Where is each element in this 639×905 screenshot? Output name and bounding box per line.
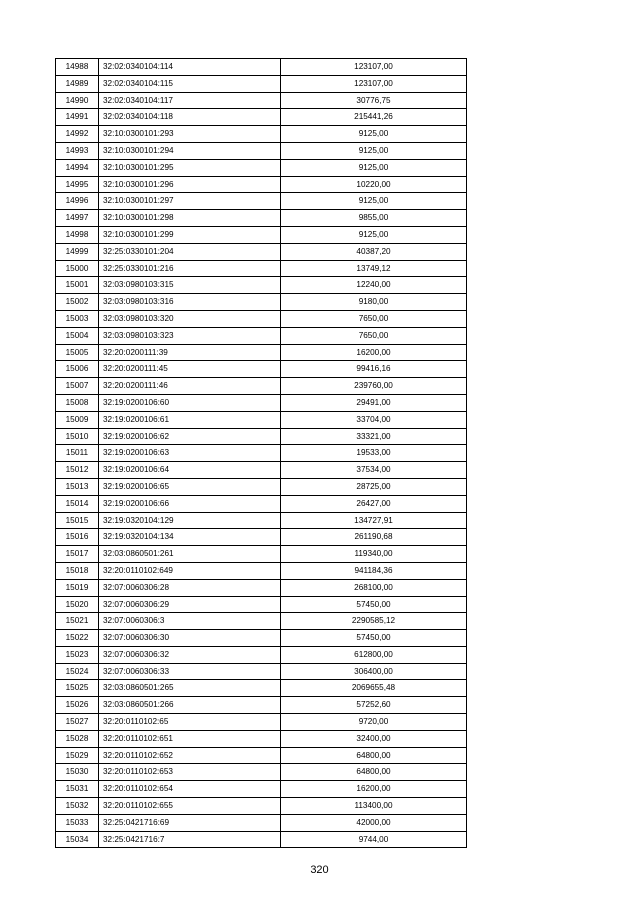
row-number-cell: 14992 (56, 126, 99, 143)
cadastral-value-cell: 29491,00 (281, 394, 467, 411)
cadastral-value-cell: 941184,36 (281, 562, 467, 579)
cadastral-value-cell: 28725,00 (281, 478, 467, 495)
row-number-cell: 15014 (56, 495, 99, 512)
cadastral-value-cell: 12240,00 (281, 277, 467, 294)
table-row (56, 831, 467, 848)
row-number-cell: 15023 (56, 646, 99, 663)
table-row (56, 730, 467, 747)
cadastral-value-cell: 99416,16 (281, 361, 467, 378)
row-number-cell: 15013 (56, 478, 99, 495)
table-row (56, 411, 467, 428)
row-number-cell: 15020 (56, 596, 99, 613)
table-row (56, 495, 467, 512)
cadastral-value-cell: 57450,00 (281, 596, 467, 613)
table-row (56, 344, 467, 361)
table-row (56, 562, 467, 579)
cadastral-value-cell: 215441,26 (281, 109, 467, 126)
row-number-cell: 15010 (56, 428, 99, 445)
cadastral-number-cell: 32:20:0200111:46 (99, 378, 281, 395)
cadastral-number-cell: 32:10:0300101:298 (99, 210, 281, 227)
cadastral-value-cell: 9855,00 (281, 210, 467, 227)
cadastral-number-cell: 32:19:0200106:62 (99, 428, 281, 445)
row-number-cell: 15028 (56, 730, 99, 747)
cadastral-value-cell: 32400,00 (281, 730, 467, 747)
cadastral-value-cell: 9744,00 (281, 831, 467, 848)
cadastral-value-cell: 57450,00 (281, 630, 467, 647)
cadastral-value-cell: 64800,00 (281, 747, 467, 764)
row-number-cell: 14988 (56, 59, 99, 76)
row-number-cell: 15022 (56, 630, 99, 647)
row-number-cell: 15029 (56, 747, 99, 764)
cadastral-number-cell: 32:03:0860501:265 (99, 680, 281, 697)
cadastral-value-cell: 7650,00 (281, 327, 467, 344)
cadastral-value-cell: 9125,00 (281, 159, 467, 176)
cadastral-number-cell: 32:07:0060306:30 (99, 630, 281, 647)
row-number-cell: 15004 (56, 327, 99, 344)
cadastral-value-cell: 2069655,48 (281, 680, 467, 697)
table-row (56, 814, 467, 831)
row-number-cell: 15018 (56, 562, 99, 579)
cadastral-number-cell: 32:25:0421716:7 (99, 831, 281, 848)
cadastral-table-body (56, 59, 467, 848)
row-number-cell: 15015 (56, 512, 99, 529)
table-row (56, 277, 467, 294)
row-number-cell: 15007 (56, 378, 99, 395)
cadastral-number-cell: 32:07:0060306:28 (99, 579, 281, 596)
table-row (56, 546, 467, 563)
row-number-cell: 15019 (56, 579, 99, 596)
table-row (56, 630, 467, 647)
table-row (56, 260, 467, 277)
cadastral-number-cell: 32:07:0060306:29 (99, 596, 281, 613)
cadastral-number-cell: 32:10:0300101:296 (99, 176, 281, 193)
table-row (56, 243, 467, 260)
row-number-cell: 14996 (56, 193, 99, 210)
row-number-cell: 15025 (56, 680, 99, 697)
table-row (56, 75, 467, 92)
row-number-cell: 15024 (56, 663, 99, 680)
table-row (56, 394, 467, 411)
cadastral-value-cell: 37534,00 (281, 462, 467, 479)
row-number-cell: 14991 (56, 109, 99, 126)
cadastral-number-cell: 32:10:0300101:299 (99, 226, 281, 243)
row-number-cell: 15012 (56, 462, 99, 479)
row-number-cell: 15017 (56, 546, 99, 563)
table-row (56, 798, 467, 815)
row-number-cell: 15034 (56, 831, 99, 848)
cadastral-value-cell: 306400,00 (281, 663, 467, 680)
table-row (56, 781, 467, 798)
table-row (56, 92, 467, 109)
cadastral-value-cell: 9125,00 (281, 226, 467, 243)
table-row (56, 59, 467, 76)
cadastral-number-cell: 32:19:0200106:64 (99, 462, 281, 479)
table-row (56, 646, 467, 663)
row-number-cell: 14993 (56, 142, 99, 159)
cadastral-number-cell: 32:20:0200111:39 (99, 344, 281, 361)
cadastral-value-cell: 40387,20 (281, 243, 467, 260)
cadastral-number-cell: 32:20:0110102:651 (99, 730, 281, 747)
cadastral-number-cell: 32:20:0110102:655 (99, 798, 281, 815)
table-row (56, 176, 467, 193)
row-number-cell: 15000 (56, 260, 99, 277)
table-row (56, 680, 467, 697)
row-number-cell: 15026 (56, 697, 99, 714)
cadastral-number-cell: 32:25:0421716:69 (99, 814, 281, 831)
row-number-cell: 14998 (56, 226, 99, 243)
cadastral-number-cell: 32:02:0340104:118 (99, 109, 281, 126)
row-number-cell: 14999 (56, 243, 99, 260)
row-number-cell: 15006 (56, 361, 99, 378)
cadastral-number-cell: 32:20:0110102:649 (99, 562, 281, 579)
row-number-cell: 15003 (56, 310, 99, 327)
page-number: 320 (310, 864, 329, 876)
cadastral-value-cell: 9180,00 (281, 294, 467, 311)
row-number-cell: 14995 (56, 176, 99, 193)
cadastral-number-cell: 32:20:0110102:654 (99, 781, 281, 798)
table-row (56, 327, 467, 344)
cadastral-number-cell: 32:03:0980103:323 (99, 327, 281, 344)
row-number-cell: 15021 (56, 613, 99, 630)
cadastral-value-cell: 26427,00 (281, 495, 467, 512)
table-row (56, 462, 467, 479)
table-row (56, 529, 467, 546)
cadastral-value-cell: 30776,75 (281, 92, 467, 109)
cadastral-number-cell: 32:02:0340104:115 (99, 75, 281, 92)
cadastral-number-cell: 32:07:0060306:3 (99, 613, 281, 630)
cadastral-value-cell: 9125,00 (281, 126, 467, 143)
cadastral-value-cell: 13749,12 (281, 260, 467, 277)
cadastral-number-cell: 32:19:0320104:129 (99, 512, 281, 529)
cadastral-value-cell: 2290585,12 (281, 613, 467, 630)
row-number-cell: 15008 (56, 394, 99, 411)
table-row (56, 445, 467, 462)
row-number-cell: 15005 (56, 344, 99, 361)
row-number-cell: 15002 (56, 294, 99, 311)
row-number-cell: 15032 (56, 798, 99, 815)
cadastral-number-cell: 32:03:0860501:261 (99, 546, 281, 563)
table-row (56, 579, 467, 596)
cadastral-value-cell: 33704,00 (281, 411, 467, 428)
cadastral-number-cell: 32:07:0060306:33 (99, 663, 281, 680)
table-row (56, 697, 467, 714)
table-row (56, 193, 467, 210)
cadastral-value-cell: 612800,00 (281, 646, 467, 663)
cadastral-value-cell: 239760,00 (281, 378, 467, 395)
row-number-cell: 15027 (56, 714, 99, 731)
cadastral-number-cell: 32:25:0330101:216 (99, 260, 281, 277)
cadastral-number-cell: 32:20:0110102:65 (99, 714, 281, 731)
cadastral-value-cell: 19533,00 (281, 445, 467, 462)
row-number-cell: 14997 (56, 210, 99, 227)
cadastral-value-cell: 134727,91 (281, 512, 467, 529)
cadastral-value-cell: 119340,00 (281, 546, 467, 563)
cadastral-number-cell: 32:20:0110102:652 (99, 747, 281, 764)
table-row (56, 126, 467, 143)
table-row (56, 310, 467, 327)
cadastral-number-cell: 32:19:0200106:63 (99, 445, 281, 462)
table-row (56, 109, 467, 126)
cadastral-value-cell: 123107,00 (281, 75, 467, 92)
cadastral-number-cell: 32:19:0200106:61 (99, 411, 281, 428)
cadastral-number-cell: 32:10:0300101:293 (99, 126, 281, 143)
cadastral-value-cell: 16200,00 (281, 781, 467, 798)
cadastral-number-cell: 32:02:0340104:117 (99, 92, 281, 109)
row-number-cell: 15011 (56, 445, 99, 462)
cadastral-value-cell: 113400,00 (281, 798, 467, 815)
cadastral-value-table (55, 58, 467, 848)
cadastral-value-cell: 57252,60 (281, 697, 467, 714)
cadastral-value-cell: 9125,00 (281, 142, 467, 159)
table-row (56, 714, 467, 731)
cadastral-value-cell: 9125,00 (281, 193, 467, 210)
cadastral-number-cell: 32:10:0300101:294 (99, 142, 281, 159)
cadastral-number-cell: 32:03:0980103:320 (99, 310, 281, 327)
row-number-cell: 15016 (56, 529, 99, 546)
cadastral-number-cell: 32:03:0980103:315 (99, 277, 281, 294)
table-row (56, 294, 467, 311)
table-row (56, 361, 467, 378)
table-row (56, 478, 467, 495)
cadastral-number-cell: 32:10:0300101:297 (99, 193, 281, 210)
table-row (56, 210, 467, 227)
table-row (56, 142, 467, 159)
table-row (56, 764, 467, 781)
cadastral-value-cell: 123107,00 (281, 59, 467, 76)
cadastral-value-cell: 7650,00 (281, 310, 467, 327)
table-row (56, 613, 467, 630)
cadastral-number-cell: 32:25:0330101:204 (99, 243, 281, 260)
row-number-cell: 14989 (56, 75, 99, 92)
cadastral-value-cell: 16200,00 (281, 344, 467, 361)
table-row (56, 226, 467, 243)
row-number-cell: 15031 (56, 781, 99, 798)
row-number-cell: 14994 (56, 159, 99, 176)
cadastral-number-cell: 32:03:0980103:316 (99, 294, 281, 311)
cadastral-value-cell: 261190,68 (281, 529, 467, 546)
table-row (56, 159, 467, 176)
cadastral-value-cell: 33321,00 (281, 428, 467, 445)
cadastral-number-cell: 32:19:0320104:134 (99, 529, 281, 546)
row-number-cell: 15033 (56, 814, 99, 831)
cadastral-number-cell: 32:03:0860501:266 (99, 697, 281, 714)
cadastral-number-cell: 32:07:0060306:32 (99, 646, 281, 663)
cadastral-number-cell: 32:10:0300101:295 (99, 159, 281, 176)
cadastral-number-cell: 32:19:0200106:60 (99, 394, 281, 411)
cadastral-value-cell: 64800,00 (281, 764, 467, 781)
table-row (56, 663, 467, 680)
cadastral-number-cell: 32:19:0200106:65 (99, 478, 281, 495)
row-number-cell: 14990 (56, 92, 99, 109)
cadastral-value-cell: 9720,00 (281, 714, 467, 731)
cadastral-number-cell: 32:20:0200111:45 (99, 361, 281, 378)
cadastral-number-cell: 32:02:0340104:114 (99, 59, 281, 76)
cadastral-value-cell: 268100,00 (281, 579, 467, 596)
row-number-cell: 15030 (56, 764, 99, 781)
cadastral-value-cell: 10220,00 (281, 176, 467, 193)
table-row (56, 747, 467, 764)
cadastral-number-cell: 32:20:0110102:653 (99, 764, 281, 781)
row-number-cell: 15009 (56, 411, 99, 428)
table-row (56, 428, 467, 445)
cadastral-number-cell: 32:19:0200106:66 (99, 495, 281, 512)
table-row (56, 596, 467, 613)
cadastral-value-cell: 42000,00 (281, 814, 467, 831)
table-row (56, 512, 467, 529)
row-number-cell: 15001 (56, 277, 99, 294)
table-row (56, 378, 467, 395)
